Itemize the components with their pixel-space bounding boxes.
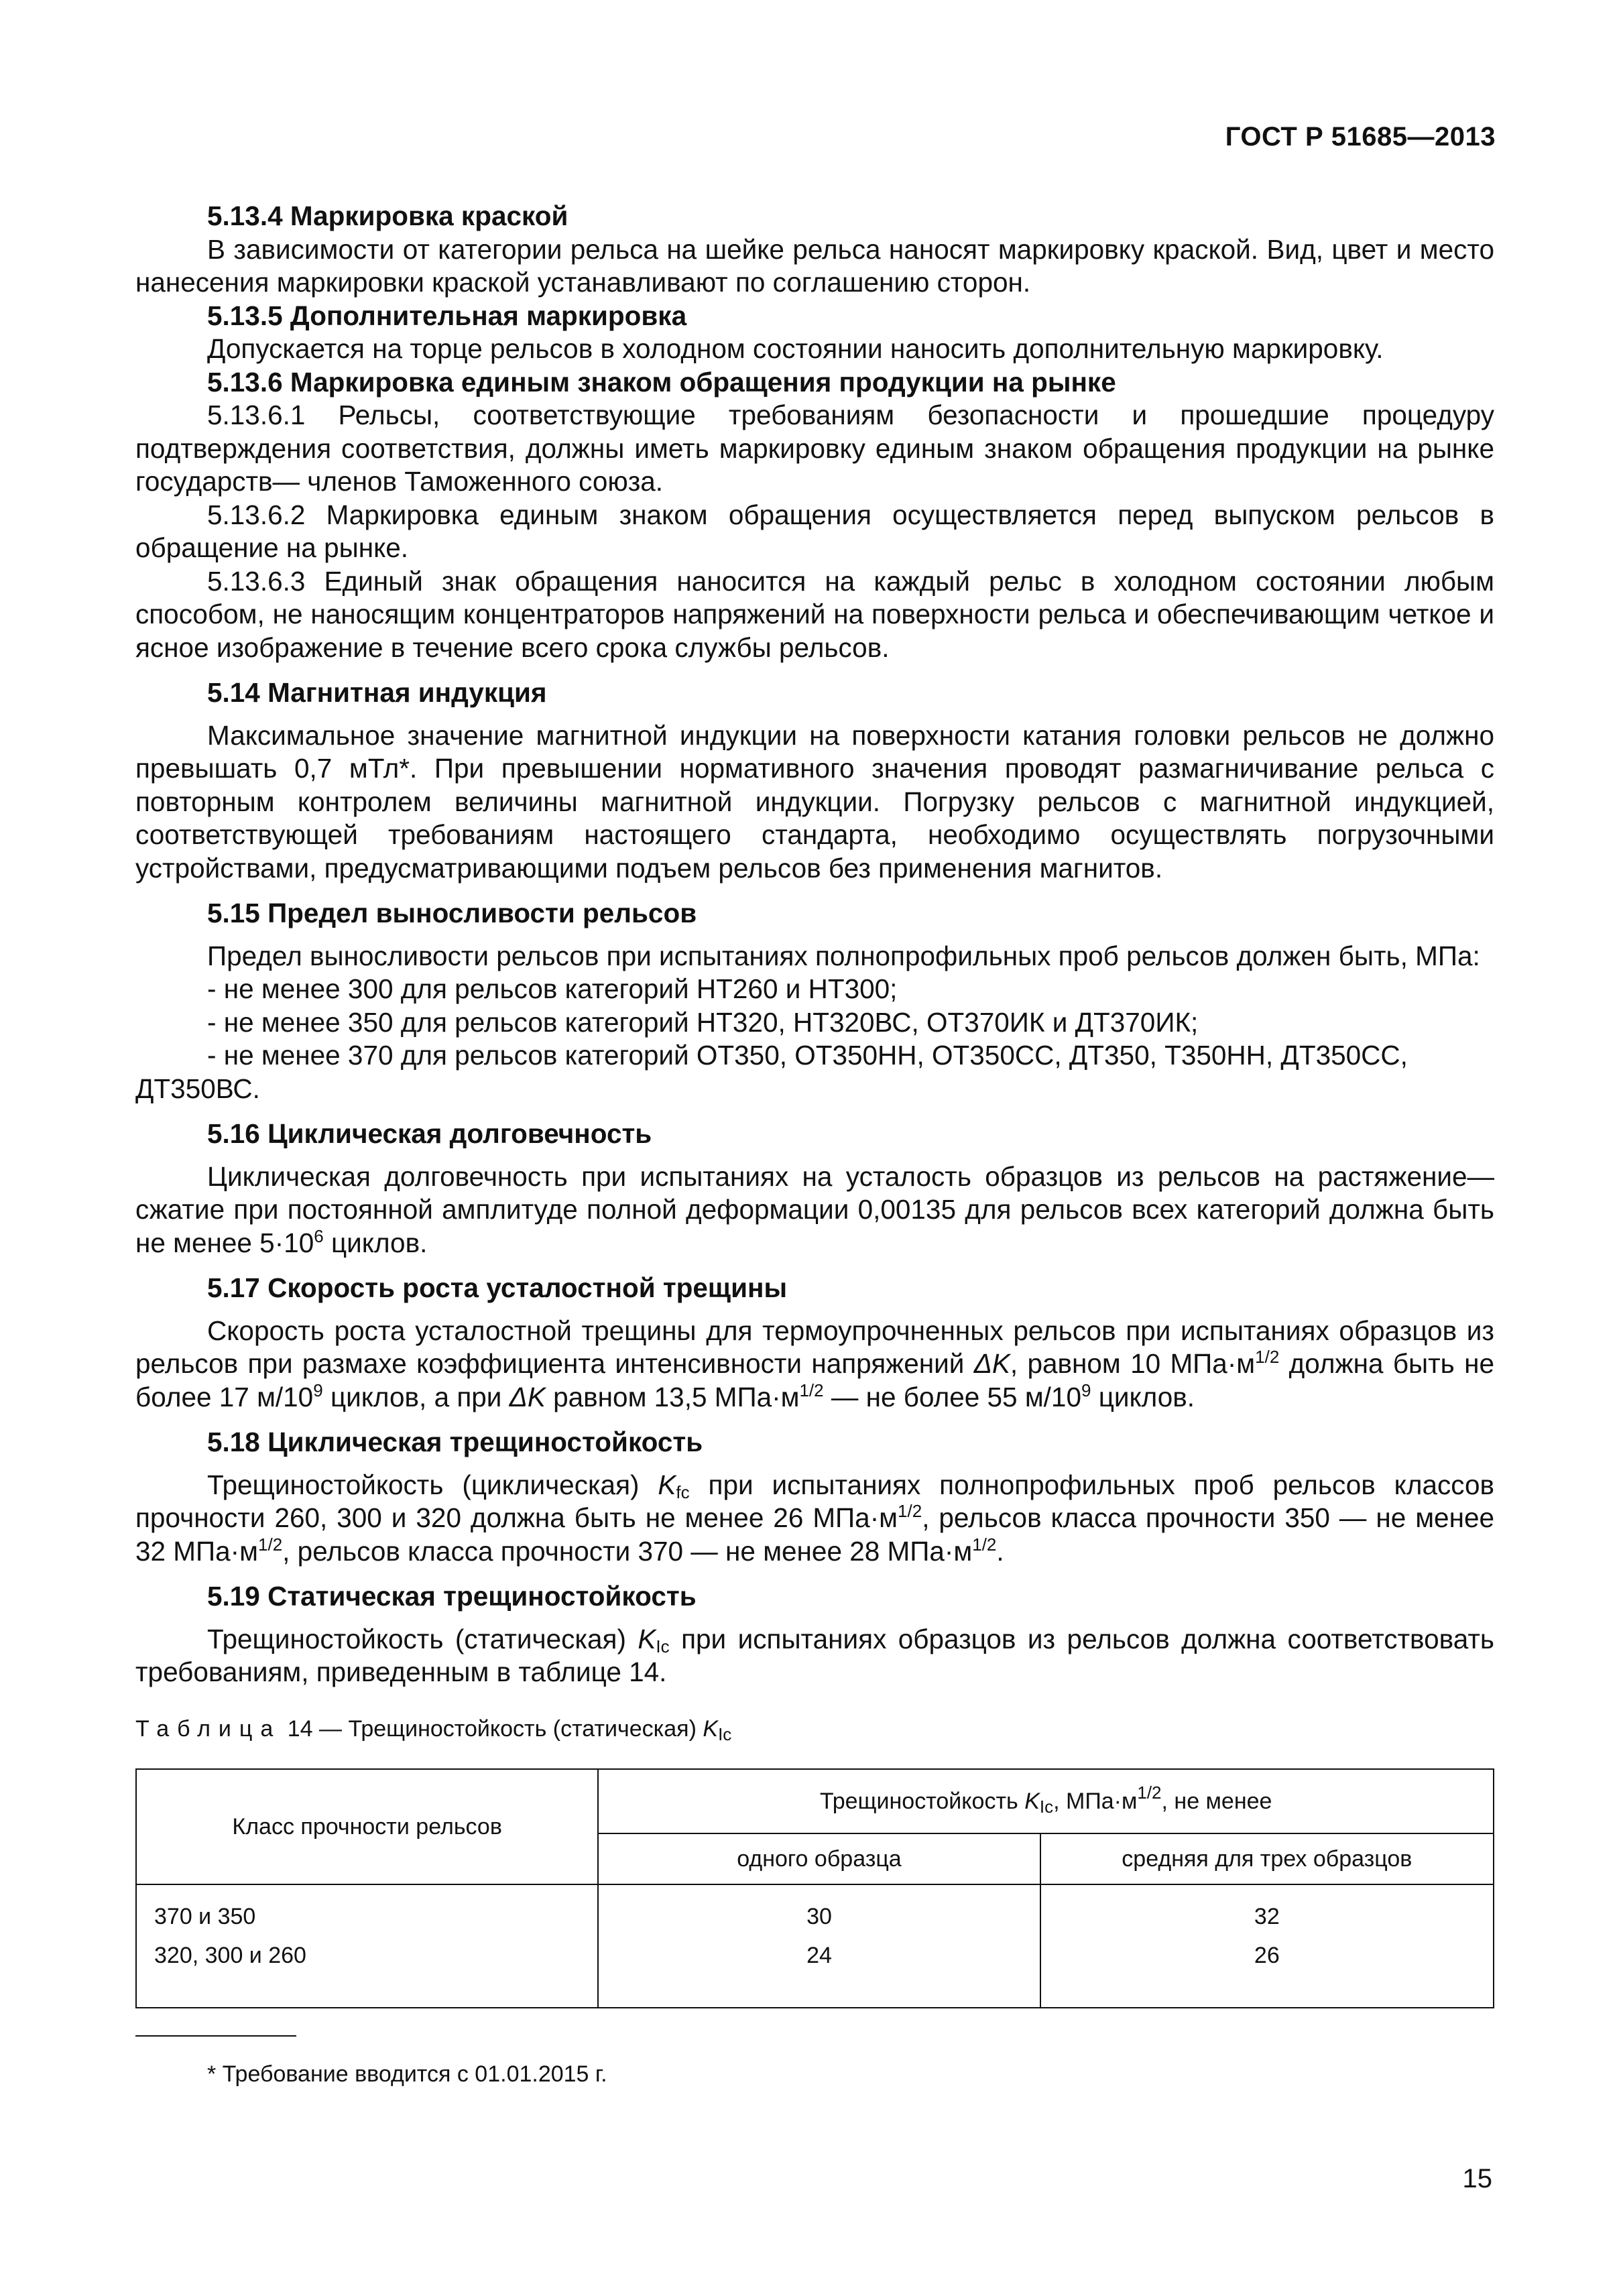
column-header-group: Трещиностойкость $K_{Ic}$, $МПа\cdot м^{1/2}$, не менее xyxy=(598,1769,1494,1833)
heading-5-18: 5.18 Циклическая трещиностойкость xyxy=(207,1427,703,1457)
page-number: 15 xyxy=(1462,2164,1492,2193)
heading-5-17: 5.17 Скорость роста усталостной трещины xyxy=(207,1272,788,1303)
paragraph-5-18: Трещиностойкость (циклическая) $K_{fc}$ при испытаниях полнопрофильных проб рельсов классов прочности 260, 300 и 320 должна быть не менее 26 $МПа\cdot м^{1/2}$, рельсов класса прочности 350 — не менее 32 $МПа\cdot м^{1/2}$, рельсов класса прочности 370 — не менее 28 $МПа\cdot м^{1/2}$. xyxy=(135,1469,1494,1567)
heading-5-13-4: 5.13.4 Маркировка краской xyxy=(207,200,568,231)
paragraph-5-15-intro: Предел выносливости рельсов при испытаниях полнопрофильных проб рельсов должен быть, МПа: xyxy=(207,940,1480,971)
heading-5-13-5: 5.13.5 Дополнительная маркировка xyxy=(207,300,687,331)
heading-5-15: 5.15 Предел выносливости рельсов xyxy=(207,898,697,928)
column-header-average: средняя для трех образцов xyxy=(1040,1833,1494,1884)
document-body xyxy=(135,200,1494,1689)
column-header-single: одного образца xyxy=(598,1833,1040,1884)
table-row xyxy=(136,1894,1494,1939)
cell-single: 30 xyxy=(598,1894,1040,1939)
cell-class: 370 и 350 xyxy=(136,1894,598,1939)
footnote: * Требование вводится с 01.01.2015 г. xyxy=(207,2061,607,2087)
paragraph-5-17: Скорость роста усталостной трещины для термоупрочненных рельсов при испытаниях образцов из рельсов при размахе коэффициента интенсивности напряжений ΔK, равном 10 $МПа\cdot м^{1/2}$ должна быть не более 17 $м/10^9$ циклов, а при ΔK равном 13,5 $МПа\cdot м^{1/2}$ — не более 55 $м/10^9$ циклов. xyxy=(135,1315,1494,1412)
cell-average: 26 xyxy=(1040,1939,1494,2008)
paragraph-5-13-6-1: 5.13.6.1 Рельсы, соответствующие требованиям безопасности и прошедшие процедуру подтверждения соответствия, должны иметь маркировку единым знаком обращения продукции на рынке государств— членов Таможенного союза. xyxy=(135,400,1494,497)
heading-5-14: 5.14 Магнитная индукция xyxy=(207,677,547,708)
paragraph-5-13-4: В зависимости от категории рельса на шейке рельса наносят маркировку краской. Вид, цвет и место нанесения маркировки краской устанавливают по соглашению сторон. xyxy=(135,233,1494,298)
column-header-class: Класс прочности рельсов xyxy=(136,1769,598,1884)
paragraph-5-19: Трещиностойкость (статическая) $K_{Ic}$ при испытаниях образцов из рельсов должна соответствовать требованиям, приведенным в таблице 14. xyxy=(135,1623,1494,1687)
paragraph-5-13-5: Допускается на торце рельсов в холодном состоянии наносить дополнительную маркировку. xyxy=(207,333,1384,364)
heading-5-16: 5.16 Циклическая долговечность xyxy=(207,1118,652,1149)
cell-class: 320, 300 и 260 xyxy=(136,1939,598,2008)
heading-5-13-6: 5.13.6 Маркировка единым знаком обращения продукции на рынке xyxy=(207,366,1116,398)
list-item-5-15-1: - не менее 300 для рельсов категорий НТ260 и НТ300; xyxy=(207,973,898,1004)
paragraph-5-14: Максимальное значение магнитной индукции на поверхности катания головки рельсов не должно превышать 0,7 мТл*. При превышении нормативного значения проводят размагничивание рельса с повторным контролем величины магнитной индукции. Погрузку рельсов с магнитной индукцией, соответствующей требованиям настоящего стандарта, необходимо осуществлять погрузочными устройствами, предусматривающими подъем рельсов без применения магнитов. xyxy=(135,719,1494,884)
table-row xyxy=(136,1939,1494,2008)
cell-single: 24 xyxy=(598,1939,1040,2008)
paragraph-5-16: Циклическая долговечность при испытаниях на усталость образцов из рельсов на растяжение—сжатие при постоянной амплитуде полной деформации 0,00135 для рельсов всех категорий должна быть не менее $5\cdot 10^6$ циклов. xyxy=(135,1160,1494,1258)
list-item-5-15-3: - не менее 370 для рельсов категорий ОТ350, ОТ350НН, ОТ350СС, ДТ350, Т350НН, ДТ350СС, ДТ350ВС. xyxy=(135,1040,1408,1104)
footnote-divider xyxy=(135,2035,296,2037)
table-14 xyxy=(135,1768,1494,2008)
paragraph-5-13-6-3: 5.13.6.3 Единый знак обращения наносится на каждый рельс в холодном состоянии любым способом, не наносящим концентраторов напряжений на поверхности рельса и обеспечивающим четкое и ясное изображение в течение всего срока службы рельсов. xyxy=(135,565,1494,663)
cell-average: 32 xyxy=(1040,1894,1494,1939)
document-code: ГОСТ Р 51685—2013 xyxy=(1225,122,1496,152)
table-caption: Таблица 14 — Трещиностойкость (статическая) $K_{Ic}$ xyxy=(135,1716,732,1744)
heading-5-19: 5.19 Статическая трещиностойкость xyxy=(207,1581,697,1612)
list-item-5-15-2: - не менее 350 для рельсов категорий НТ320, НТ320ВС, ОТ370ИК и ДТ370ИК; xyxy=(207,1006,1199,1038)
paragraph-5-13-6-2: 5.13.6.2 Маркировка единым знаком обращения осуществляется перед выпуском рельсов в обращение на рынке. xyxy=(135,499,1494,563)
